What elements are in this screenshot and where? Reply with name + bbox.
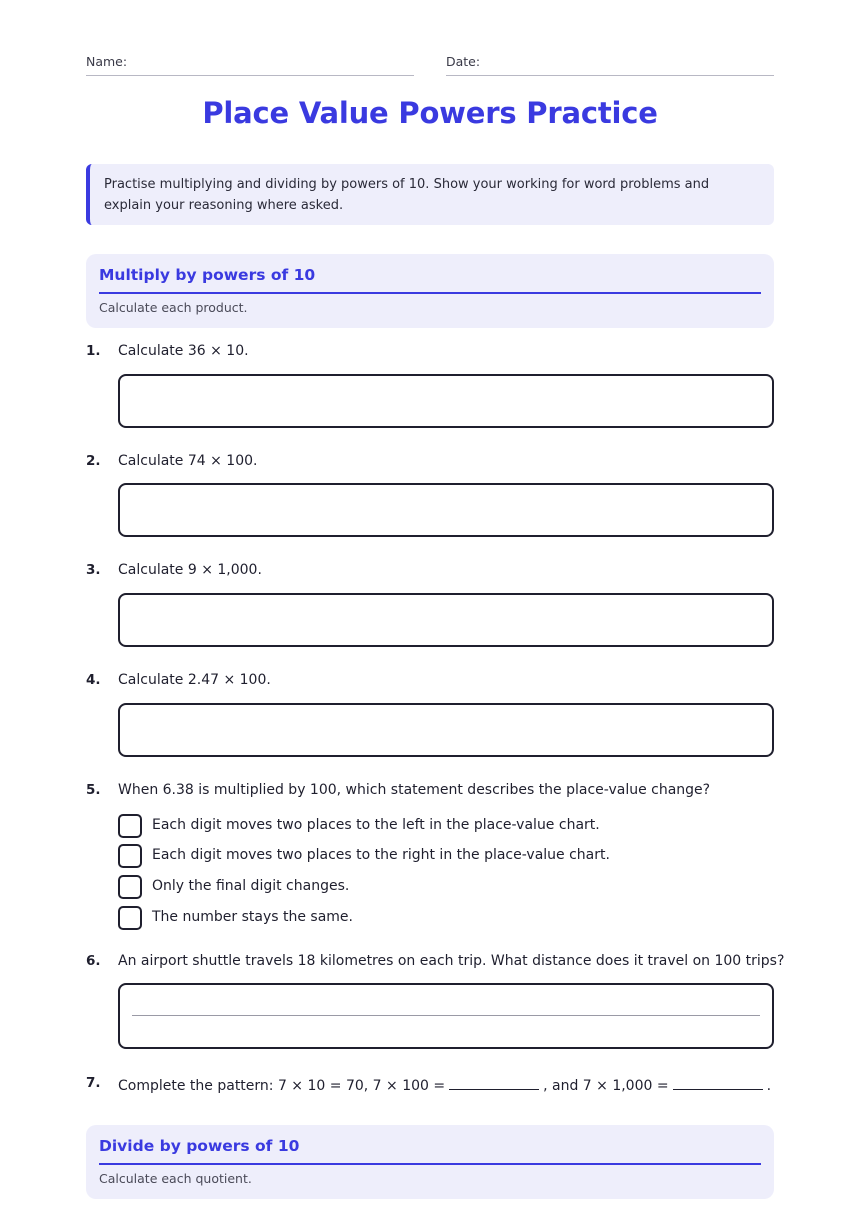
- answer-box-1[interactable]: [118, 374, 774, 428]
- question-text: Calculate 9 × 1,000.: [118, 562, 262, 578]
- date-field[interactable]: [446, 54, 774, 76]
- answer-box-4[interactable]: [118, 703, 774, 757]
- question-text: Calculate 2.47 × 100.: [118, 672, 271, 688]
- option-label: Each digit moves two places to the left in the place-value chart.: [152, 817, 600, 833]
- page-title: Place Value Powers Practice: [202, 96, 658, 130]
- checkbox[interactable]: [118, 875, 142, 899]
- instructions-box: Practise multiplying and dividing by powers of 10. Show your working for word problems and explain your reasoning where asked.: [86, 164, 774, 225]
- fill-in-question: [118, 1075, 771, 1094]
- date-label: Date:: [446, 54, 481, 69]
- question-text-part: , and 7 × 1,000 =: [543, 1078, 669, 1094]
- name-label: Name:: [86, 54, 128, 69]
- question-text-part: Complete the pattern: 7 × 10 = 70, 7 × 100 =: [118, 1078, 446, 1094]
- question-number: 7.: [86, 1075, 101, 1091]
- checkbox[interactable]: [118, 844, 142, 868]
- question-number: 6.: [86, 953, 101, 969]
- fill-blank-2[interactable]: [673, 1075, 763, 1090]
- question-number: 4.: [86, 672, 101, 688]
- section-divide: [86, 1125, 774, 1199]
- option-label: Each digit moves two places to the right in the place-value chart.: [152, 847, 610, 863]
- header-fields: [86, 54, 774, 78]
- question-number: 5.: [86, 782, 101, 798]
- question-number: 3.: [86, 562, 101, 578]
- section-subtitle: Calculate each quotient.: [99, 1171, 252, 1186]
- checkbox[interactable]: [118, 906, 142, 930]
- question-number: 1.: [86, 343, 101, 359]
- answer-box-3[interactable]: [118, 593, 774, 647]
- option-label: Only the final digit changes.: [152, 878, 350, 894]
- answer-box-2[interactable]: [118, 483, 774, 537]
- option-label: The number stays the same.: [152, 909, 353, 925]
- question-text: Calculate 36 × 10.: [118, 343, 249, 359]
- fill-blank-1[interactable]: [449, 1075, 539, 1090]
- question-text: Calculate 74 × 100.: [118, 453, 258, 469]
- answer-box-6[interactable]: [118, 983, 774, 1049]
- section-multiply: [86, 254, 774, 328]
- question-text: When 6.38 is multiplied by 100, which statement describes the place-value change?: [118, 782, 711, 798]
- section-subtitle: Calculate each product.: [99, 300, 248, 315]
- name-field[interactable]: [86, 54, 414, 76]
- answer-line: [132, 1015, 760, 1016]
- section-title: Divide by powers of 10: [99, 1135, 761, 1165]
- section-title: Multiply by powers of 10: [99, 264, 761, 294]
- question-number: 2.: [86, 453, 101, 469]
- checkbox[interactable]: [118, 814, 142, 838]
- question-text-part: .: [766, 1078, 772, 1094]
- question-text: An airport shuttle travels 18 kilometres on each trip. What distance does it travel on 100 trips?: [118, 953, 785, 969]
